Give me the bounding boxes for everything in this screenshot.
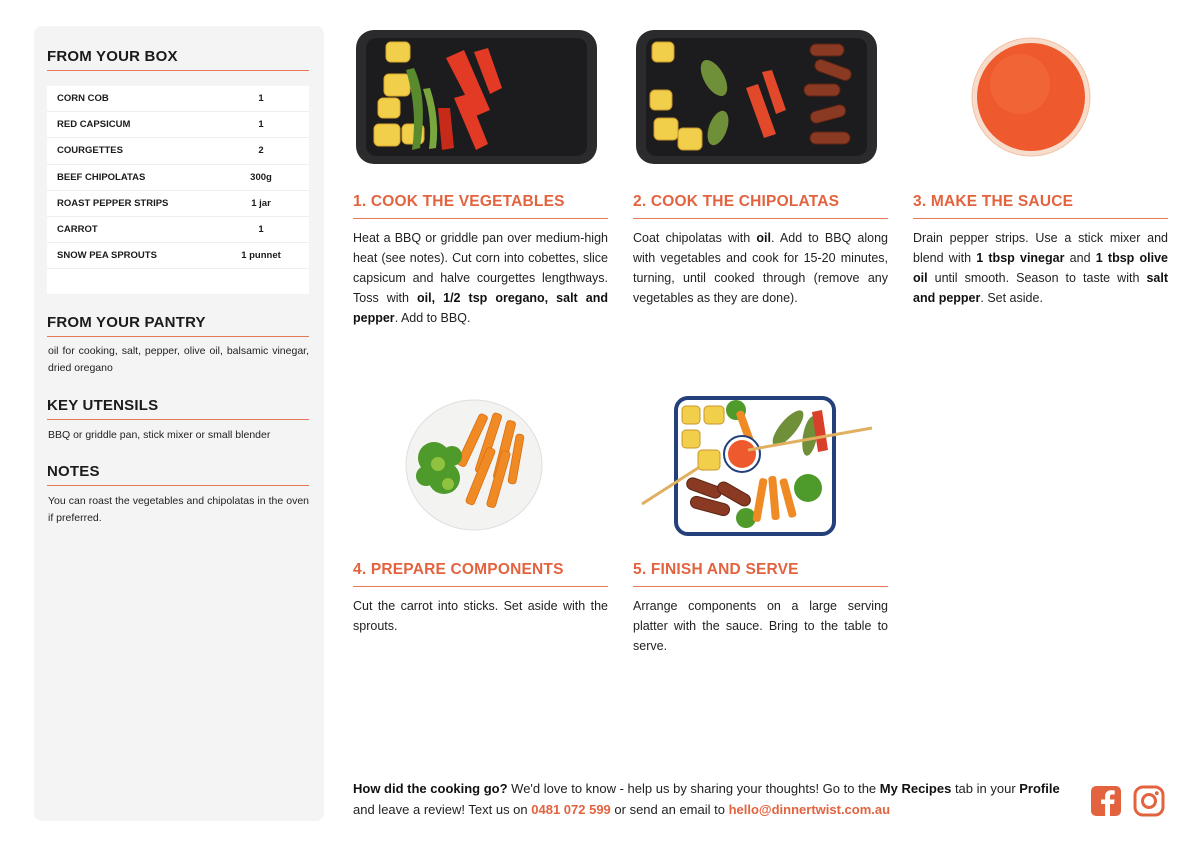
step-1-photo <box>354 28 599 166</box>
step-1-text <box>353 228 608 328</box>
feedback-footer <box>353 778 1073 820</box>
step-text-run: Heat a BBQ or griddle pan over medium-high heat (see notes). Cut corn into cobettes, slice capsicum and halve courgettes lengthways. Toss with <box>353 231 608 305</box>
table-row <box>47 243 309 269</box>
table-row <box>47 217 309 243</box>
pantry-text: oil for cooking, salt, pepper, olive oil, balsamic vinegar, dried oregano <box>48 345 309 374</box>
step-text-run: . Add to BBQ. <box>394 311 471 325</box>
step-text-run: until smooth. Season to taste with <box>927 271 1147 285</box>
table-row <box>47 191 309 217</box>
step-3-title: 3. MAKE THE SAUCE <box>913 193 1168 219</box>
step-text-run: Cut the carrot into sticks. Set aside with the sprouts. <box>353 599 608 633</box>
step-text-bold: oil, 1/2 tsp oregano, salt and pepper <box>353 291 608 325</box>
step-text-run: Drain pepper strips. Use a stick mixer and blend with <box>913 231 1168 265</box>
step-text-bold: oil <box>756 231 771 245</box>
utensils-title: KEY UTENSILS <box>47 397 309 420</box>
step-2-text <box>633 228 888 308</box>
ingredient-qty: 2 <box>258 145 264 157</box>
step-5-photo <box>638 392 874 538</box>
ingredients-sidebar <box>34 26 324 821</box>
footer-text: Profile <box>1019 781 1060 796</box>
footer-text: or send an email to <box>610 802 729 817</box>
step-text-run: . Add to BBQ along with vegetables and cook for 15-20 minutes, turning, until cooked through (remove any vegetables as they are done). <box>633 231 888 305</box>
step-text-run: and <box>1064 251 1096 265</box>
instagram-icon[interactable] <box>1133 785 1165 817</box>
ingredient-qty: 1 punnet <box>241 250 281 262</box>
ingredient-name: RED CAPSICUM <box>57 119 131 131</box>
step-text-run: Arrange components on a large serving platter with the sauce. Bring to the table to serve. <box>633 599 888 653</box>
step-3-text <box>913 228 1168 308</box>
footer-text: and leave a review! Text us on <box>353 802 532 817</box>
footer-text: We'd love to know - help us by sharing your thoughts! Go to the <box>507 781 880 796</box>
ingredient-qty: 1 <box>258 93 264 105</box>
box-title: FROM YOUR BOX <box>47 48 309 71</box>
step-text-bold: salt and pepper <box>913 271 1168 305</box>
box-ingredients-table <box>47 86 309 294</box>
step-4-text <box>353 596 608 636</box>
step-1-title: 1. COOK THE VEGETABLES <box>353 193 608 219</box>
ingredient-name: BEEF CHIPOLATAS <box>57 171 146 183</box>
ingredient-qty: 300g <box>250 171 272 183</box>
footer-text: tab in your <box>951 781 1020 796</box>
ingredient-qty: 1 <box>258 119 264 131</box>
step-text-run: Coat chipolatas with <box>633 231 757 245</box>
step-5-title: 5. FINISH AND SERVE <box>633 561 888 587</box>
table-row <box>47 86 309 112</box>
footer-link[interactable]: 0481 072 599 <box>531 802 611 817</box>
table-row <box>47 138 309 164</box>
step-4-photo <box>404 398 544 532</box>
step-3-photo <box>970 36 1092 158</box>
step-text-run: . Set aside. <box>980 291 1043 305</box>
pantry-title: FROM YOUR PANTRY <box>47 314 309 337</box>
step-2-title: 2. COOK THE CHIPOLATAS <box>633 193 888 219</box>
facebook-icon[interactable] <box>1090 785 1122 817</box>
notes-title: NOTES <box>47 463 309 486</box>
step-2-photo <box>634 28 879 166</box>
step-5-text <box>633 596 888 656</box>
ingredient-qty: 1 <box>258 224 264 236</box>
ingredient-qty: 1 jar <box>251 197 271 209</box>
step-text-bold: 1 tbsp olive oil <box>913 251 1168 285</box>
table-row <box>47 112 309 138</box>
footer-text: How did the cooking go? <box>353 781 508 796</box>
ingredient-name: CARROT <box>57 224 98 236</box>
footer-text: My Recipes <box>879 781 952 796</box>
ingredient-name: SNOW PEA SPROUTS <box>57 250 157 262</box>
ingredient-name: ROAST PEPPER STRIPS <box>57 197 169 209</box>
ingredient-name: CORN COB <box>57 93 109 105</box>
footer-link[interactable]: hello@dinnertwist.com.au <box>728 802 891 817</box>
notes-text: You can roast the vegetables and chipolatas in the oven if preferred. <box>48 495 309 524</box>
ingredient-name: COURGETTES <box>57 145 123 157</box>
step-4-title: 4. PREPARE COMPONENTS <box>353 561 608 587</box>
utensils-text: BBQ or griddle pan, stick mixer or small blender <box>48 429 271 441</box>
step-text-bold: 1 tbsp vinegar <box>976 251 1065 265</box>
table-row <box>47 165 309 191</box>
